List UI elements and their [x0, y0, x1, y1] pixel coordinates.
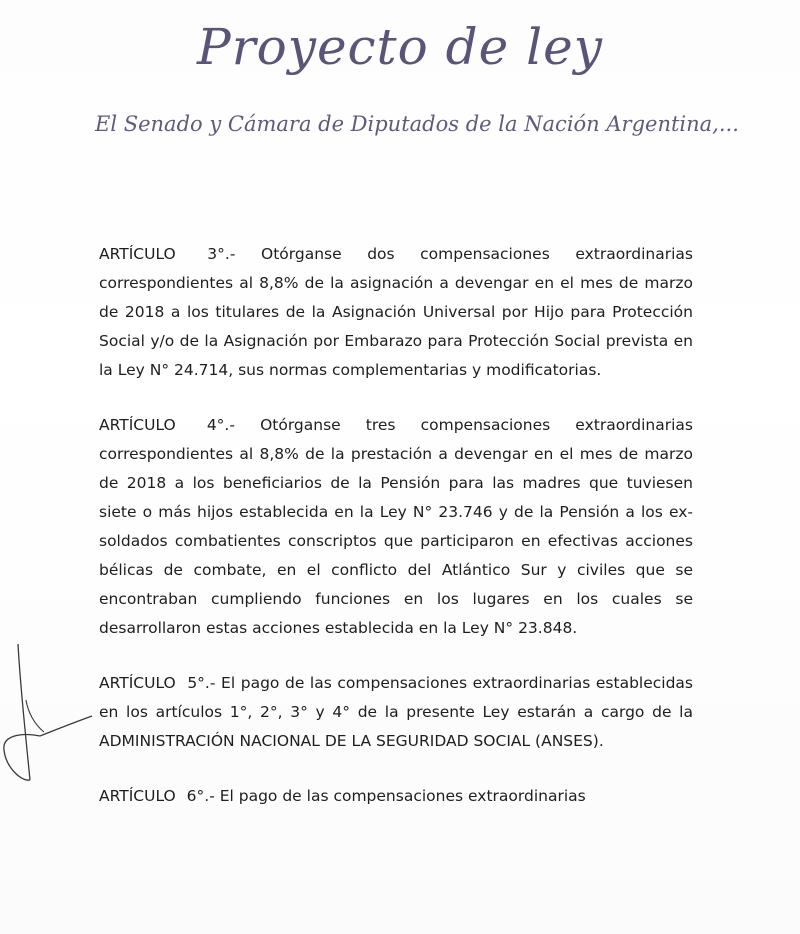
document-subtitle: El Senado y Cámara de Diputados de la Nación Argentina,...	[95, 112, 739, 136]
article-6	[99, 782, 693, 811]
document-body	[99, 240, 693, 837]
article-5-label: ARTÍCULO 5°.-	[99, 674, 216, 692]
article-3-label: ARTÍCULO 3°.-	[99, 245, 236, 263]
article-4-text: Otórganse tres compensaciones extraordinarias correspondientes al 8,8% de la prestación a devengar en el mes de marzo de 2018 a los beneficiarios de la Pensión para las madres que tuviesen siete o más hijos establecida en la Ley N° 23.746 y de la Pensión a los ex-soldados combatientes conscriptos que participaron en efectivas acciones bélicas de combate, en el conflicto del Atlántico Sur y civiles que se encontraban cumpliendo funciones en los lugares en los cuales se desarrollaron estas acciones establecida en la Ley N° 23.848.	[99, 416, 693, 637]
article-5-text: El pago de las compensaciones extraordinarias establecidas en los artículos 1°, 2°, 3° y 4° de la presente Ley estarán a cargo de la ADMINISTRACIÓN NACIONAL DE LA SEGURIDAD SOCIAL (ANSES).	[99, 674, 693, 750]
article-4-label: ARTÍCULO 4°.-	[99, 416, 235, 434]
article-4	[99, 411, 693, 643]
handwritten-signature	[0, 640, 100, 790]
article-6-text: El pago de las compensaciones extraordinarias	[219, 787, 586, 805]
document-title: Proyecto de ley	[197, 18, 603, 76]
article-3	[99, 240, 693, 385]
article-5	[99, 669, 693, 756]
article-3-text: Otórganse dos compensaciones extraordinarias correspondientes al 8,8% de la asignación a devengar en el mes de marzo de 2018 a los titulares de la Asignación Universal por Hijo para Protección Social y/o de la Asignación por Embarazo para Protección Social prevista en la Ley N° 24.714, sus normas complementarias y modificatorias.	[99, 245, 694, 379]
article-6-label: ARTÍCULO 6°.-	[99, 787, 215, 805]
